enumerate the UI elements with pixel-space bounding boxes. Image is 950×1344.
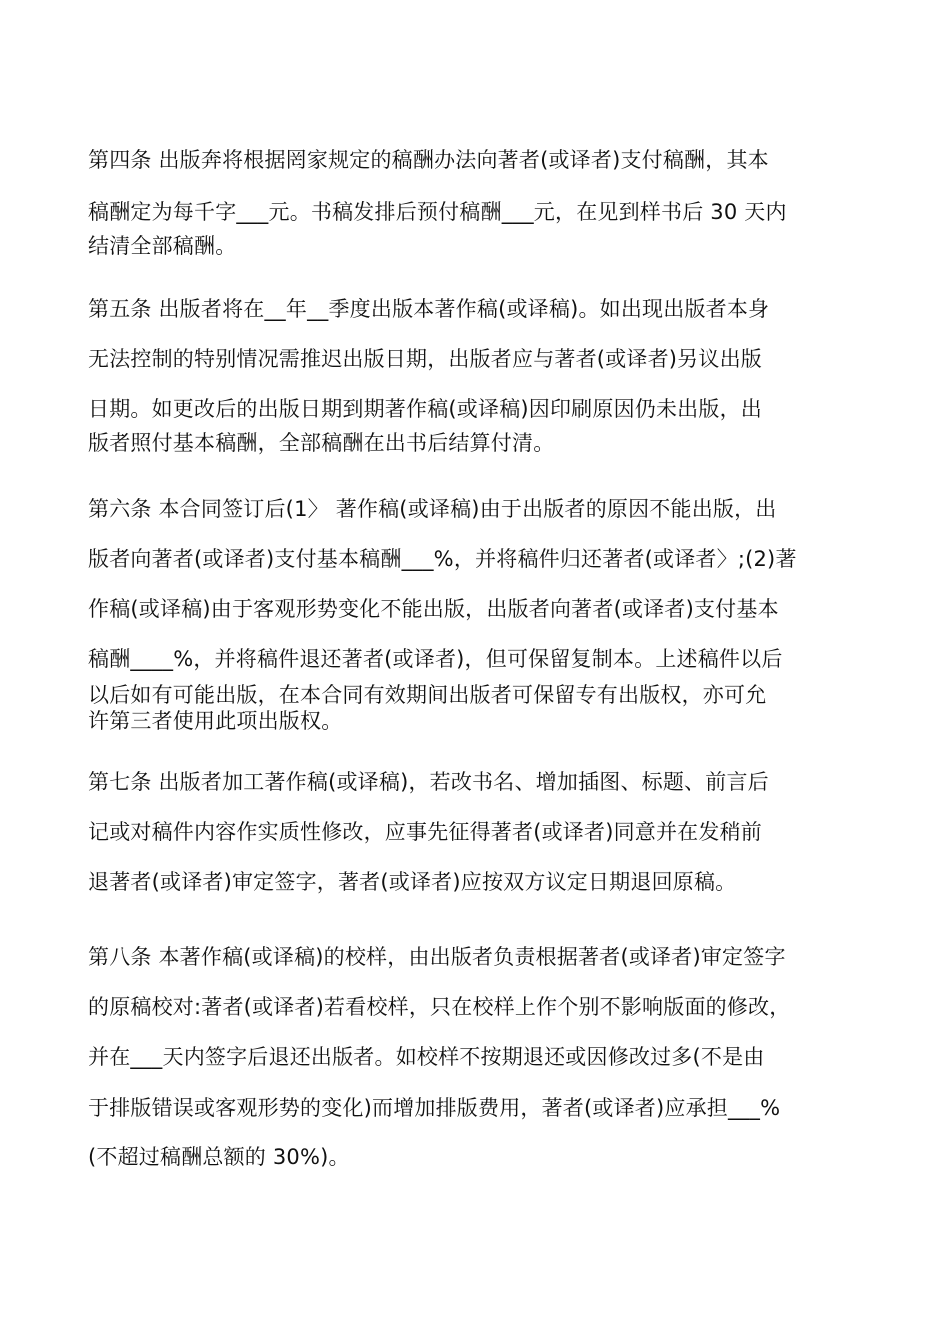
paragraph-line: 记或对稿件内容作实质性修改，应事先征得著者(或译者)同意并在发稍前 [88,820,762,844]
paragraph-line: 退著者(或译者)审定签字，著者(或译者)应按双方议定日期退回原稿。 [88,870,737,894]
paragraph-line: 稿酬定为每千字___元。书稿发排后预付稿酬___元，在见到样书后 30 天内 [88,200,787,224]
paragraph-line: 无法控制的特别情况需推迟出版日期，出版者应与著者(或译者)另议出版 [88,347,762,371]
paragraph-line: 许第三者使用此项出版权。 [88,709,343,733]
paragraph-line: 版者照付基本稿酬，全部稿酬在出书后结算付清。 [88,431,555,455]
paragraph-line: 作稿(或译稿)由于客观形势变化不能出版，出版者向著者(或译者)支付基本 [88,597,779,621]
paragraph-line: 第四条 出版奔将根据罔家规定的稿酬办法向著者(或译者)支付稿酬，其本 [88,148,769,172]
paragraph-line: 第七条 出版者加工著作稿(或译稿)，若改书名、增加插图、标题、前言后 [88,770,769,794]
paragraph-line: 以后如有可能出版，在本合同有效期间出版者可保留专有出版权，亦可允 [88,683,767,707]
paragraph-line: 并在___天内签字后退还出版者。如校样不按期退还或因修改过多(不是由 [88,1045,765,1069]
paragraph-line: 第八条 本著作稿(或译稿)的校样，由出版者负责根据著者(或译者)审定签字 [88,945,786,969]
paragraph-line: 版者向著者(或译者)支付基本稿酬___%，并将稿件归还著者(或译者〉;(2)著 [88,547,797,571]
paragraph-line: (不超过稿酬总额的 30%)。 [88,1145,350,1169]
paragraph-line: 结清全部稿酬。 [88,234,237,258]
paragraph-line: 稿酬____%，并将稿件退还著者(或译者)，但可保留复制本。上述稿件以后 [88,647,783,671]
paragraph-line: 于排版错误或客观形势的变化)而增加排版费用，著者(或译者)应承担___% [88,1096,781,1120]
paragraph-line: 第六条 本合同签订后(1〉 著作稿(或译稿)由于出版者的原因不能出版，出 [88,497,777,521]
paragraph-line: 日期。如更改后的出版日期到期著作稿(或译稿)因印刷原因仍未出版，出 [88,397,762,421]
paragraph-line: 第五条 出版者将在__年__季度出版本著作稿(或译稿)。如出现出版者本身 [88,297,770,321]
paragraph-line: 的原稿校对:著者(或译者)若看校样，只在校样上作个别不影响版面的修改， [88,995,791,1019]
